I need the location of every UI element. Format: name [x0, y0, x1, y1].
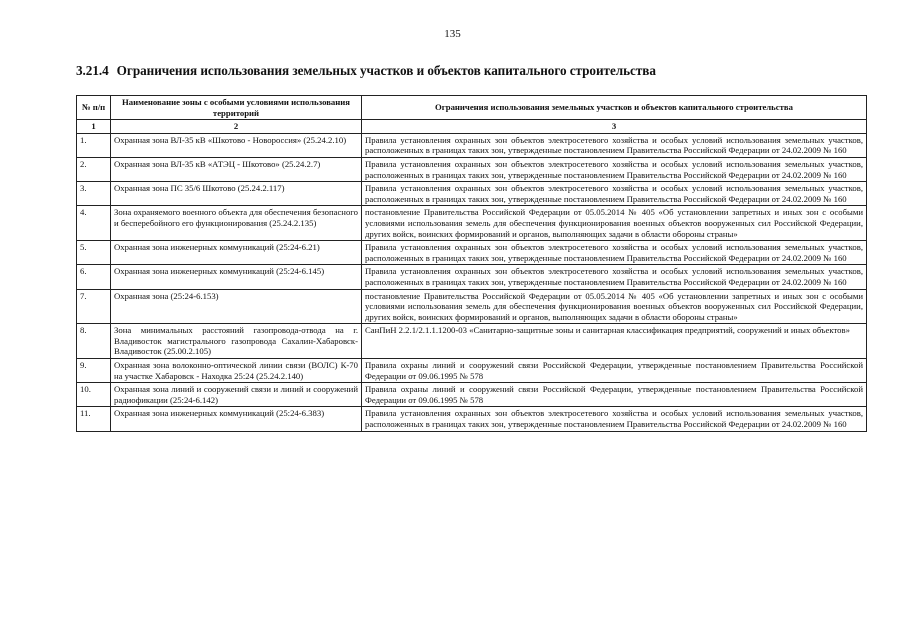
table-row	[77, 182, 867, 206]
restriction-text: Правила установления охранных зон объектов электросетевого хозяйства и особых условий использования земельных участков, расположенных в границах таких зон, утвержденные постановлением Правительства Российской Федерации от 24.02.2009 № 160	[362, 133, 867, 157]
zone-name: Охранная зона инженерных коммуникаций (25:24-6.383)	[111, 407, 362, 431]
table-row	[77, 359, 867, 383]
row-number: 11.	[77, 407, 111, 431]
table-row	[77, 383, 867, 407]
zone-name: Охранная зона ВЛ-35 кВ «АТЭЦ - Шкотово» (25.24.2.7)	[111, 157, 362, 181]
row-number: 9.	[77, 359, 111, 383]
column-number: 2	[111, 120, 362, 134]
zone-name: Охранная зона ВЛ-35 кВ «Шкотово - Новороссия» (25.24.2.10)	[111, 133, 362, 157]
header-restriction: Ограничения использования земельных участков и объектов капитального строительства	[362, 96, 867, 120]
header-zone: Наименование зоны с особыми условиями использования территорий	[111, 96, 362, 120]
zone-name: Охранная зона ПС 35/6 Шкотово (25.24.2.117)	[111, 182, 362, 206]
restriction-text: СанПиН 2.2.1/2.1.1.1200-03 «Санитарно-защитные зоны и санитарная классификация предприятий, сооружений и иных объектов»	[362, 324, 867, 359]
restriction-text: Правила установления охранных зон объектов электросетевого хозяйства и особых условий использования земельных участков, расположенных в границах таких зон, утвержденные постановлением Правительства Российской Федерации от 24.02.2009 № 160	[362, 265, 867, 289]
zone-name: Охранная зона волоконно-оптической линии связи (ВОЛС) К-70 на участке Хабаровск - Находка 25:24 (25.24.2.140)	[111, 359, 362, 383]
row-number: 4.	[77, 206, 111, 241]
zone-name: Зона охраняемого военного объекта для обеспечения безопасного и бесперебойного его функционирования (25.24.2.135)	[111, 206, 362, 241]
row-number: 2.	[77, 157, 111, 181]
restriction-text: постановление Правительства Российской Федерации от 05.05.2014 № 405 «Об установлении запретных и иных зон с особыми условиями использования земель для обеспечения функционирования военных объектов вооруженных сил Российской Федерации, других войск, воинских формирований и органов, выполняющих задачи в области обороны страны»	[362, 289, 867, 324]
row-number: 10.	[77, 383, 111, 407]
restriction-text: Правила установления охранных зон объектов электросетевого хозяйства и особых условий использования земельных участков, расположенных в границах таких зон, утвержденные постановлением Правительства Российской Федерации от 24.02.2009 № 160	[362, 157, 867, 181]
row-number: 8.	[77, 324, 111, 359]
restriction-text: Правила установления охранных зон объектов электросетевого хозяйства и особых условий использования земельных участков, расположенных в границах таких зон, утвержденные постановлением Правительства Российской Федерации от 24.02.2009 № 160	[362, 241, 867, 265]
zone-name: Охранная зона инженерных коммуникаций (25:24-6.21)	[111, 241, 362, 265]
restriction-text: постановление Правительства Российской Федерации от 05.05.2014 № 405 «Об установлении запретных и иных зон с особыми условиями использования земель для обеспечения функционирования военных объектов вооруженных сил Российской Федерации, других войск, воинских формирований и органов, выполняющих задачи в области обороны страны»	[362, 206, 867, 241]
zone-name: Охранная зона линий и сооружений связи и линий и сооружений радиофикации (25:24-6.142)	[111, 383, 362, 407]
row-number: 5.	[77, 241, 111, 265]
zone-name: Зона минимальных расстояний газопровода-отвода на г. Владивосток магистрального газопровода Сахалин-Хабаровск-Владивосток (25.00.2.105)	[111, 324, 362, 359]
row-number: 3.	[77, 182, 111, 206]
section-title	[76, 63, 656, 79]
table-header-row	[77, 96, 867, 120]
section-title-text: Ограничения использования земельных участков и объектов капитального строительства	[116, 63, 656, 78]
zone-name: Охранная зона (25:24-6.153)	[111, 289, 362, 324]
restriction-text: Правила охраны линий и сооружений связи Российской Федерации, утвержденные постановлением Правительства Российской Федерации от 09.06.1995 № 578	[362, 359, 867, 383]
table-row	[77, 407, 867, 431]
zone-name: Охранная зона инженерных коммуникаций (25:24-6.145)	[111, 265, 362, 289]
table-row	[77, 324, 867, 359]
section-number: 3.21.4	[76, 63, 109, 78]
restriction-text: Правила установления охранных зон объектов электросетевого хозяйства и особых условий использования земельных участков, расположенных в границах таких зон, утвержденные постановлением Правительства Российской Федерации от 24.02.2009 № 160	[362, 407, 867, 431]
header-num: № п/п	[77, 96, 111, 120]
table-row	[77, 289, 867, 324]
row-number: 1.	[77, 133, 111, 157]
table-row	[77, 265, 867, 289]
table-row	[77, 206, 867, 241]
column-number: 1	[77, 120, 111, 134]
page-number: 135	[444, 28, 461, 40]
restriction-text: Правила установления охранных зон объектов электросетевого хозяйства и особых условий использования земельных участков, расположенных в границах таких зон, утвержденные постановлением Правительства Российской Федерации от 24.02.2009 № 160	[362, 182, 867, 206]
column-number-row	[77, 120, 867, 134]
column-number: 3	[362, 120, 867, 134]
row-number: 6.	[77, 265, 111, 289]
restrictions-table	[76, 95, 867, 432]
restriction-text: Правила охраны линий и сооружений связи Российской Федерации, утвержденные постановлением Правительства Российской Федерации от 09.06.1995 № 578	[362, 383, 867, 407]
table-row	[77, 157, 867, 181]
table-row	[77, 241, 867, 265]
row-number: 7.	[77, 289, 111, 324]
table-row	[77, 133, 867, 157]
